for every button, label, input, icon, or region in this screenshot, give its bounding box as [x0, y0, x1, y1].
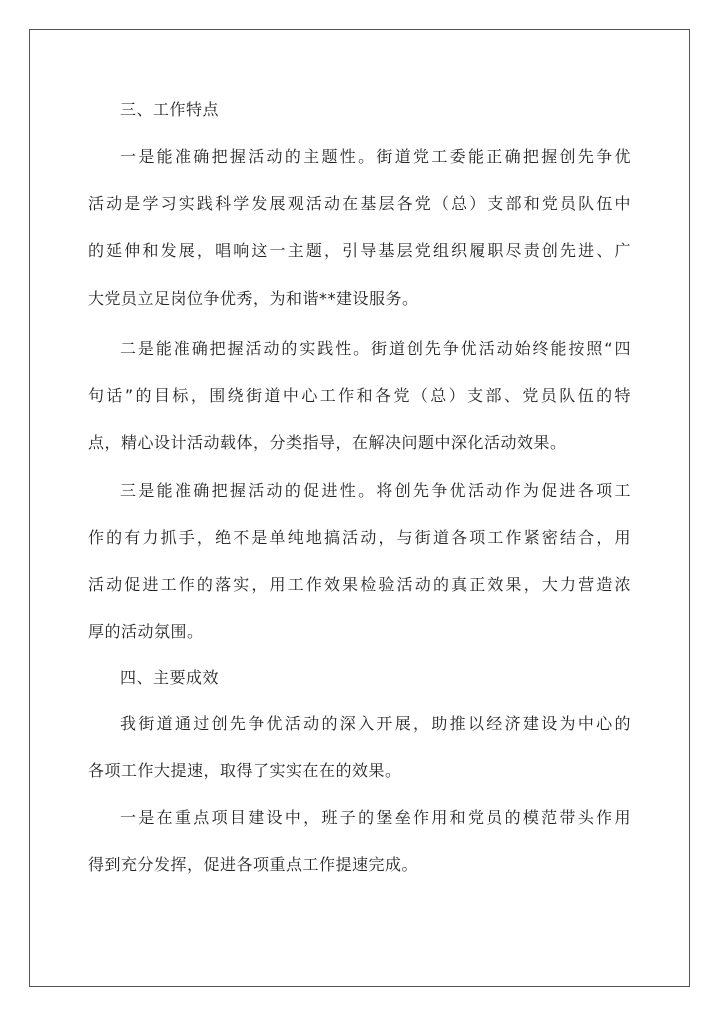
paragraph-line: 的延伸和发展，唱响这一主题，引导基层党组织履职尽责创先进、广	[88, 241, 631, 260]
paragraph-line: 三是能准确把握活动的促进性。将创先争优活动作为促进各项工	[120, 481, 631, 500]
paragraph-line: 各项工作大提速，取得了实实在在的效果。	[88, 761, 402, 780]
section-heading-work-features: 三、工作特点	[120, 100, 220, 119]
paragraph-line: 大党员立足岗位争优秀，为和谐**建设服务。	[88, 289, 419, 308]
paragraph-line: 一是在重点项目建设中，班子的堡垒作用和党员的模范带头作用	[120, 808, 631, 827]
paragraph-line: 二是能准确把握活动的实践性。街道创先争优活动始终能按照“四	[120, 339, 631, 358]
section-heading-main-results: 四、主要成效	[120, 668, 220, 687]
paragraph-line: 我街道通过创先争优活动的深入开展，助推以经济建设为中心的	[120, 714, 631, 733]
paragraph-line: 作的有力抓手，绝不是单纯地搞活动，与街道各项工作紧密结合，用	[88, 528, 631, 547]
page-border	[29, 29, 690, 987]
paragraph-line: 一是能准确把握活动的主题性。街道党工委能正确把握创先争优	[120, 147, 631, 166]
paragraph-line: 厚的活动氛围。	[88, 622, 204, 641]
paragraph-line: 活动促进工作的落实，用工作效果检验活动的真正效果，大力营造浓	[88, 575, 631, 594]
paragraph-line: 得到充分发挥，促进各项重点工作提速完成。	[88, 855, 419, 874]
paragraph-line: 活动是学习实践科学发展观活动在基层各党（总）支部和党员队伍中	[88, 194, 631, 213]
paragraph-line: 点，精心设计活动载体，分类指导，在解决问题中深化活动效果。	[88, 433, 567, 452]
paragraph-line: 句话”的目标，围绕街道中心工作和各党（总）支部、党员队伍的特	[88, 386, 631, 405]
